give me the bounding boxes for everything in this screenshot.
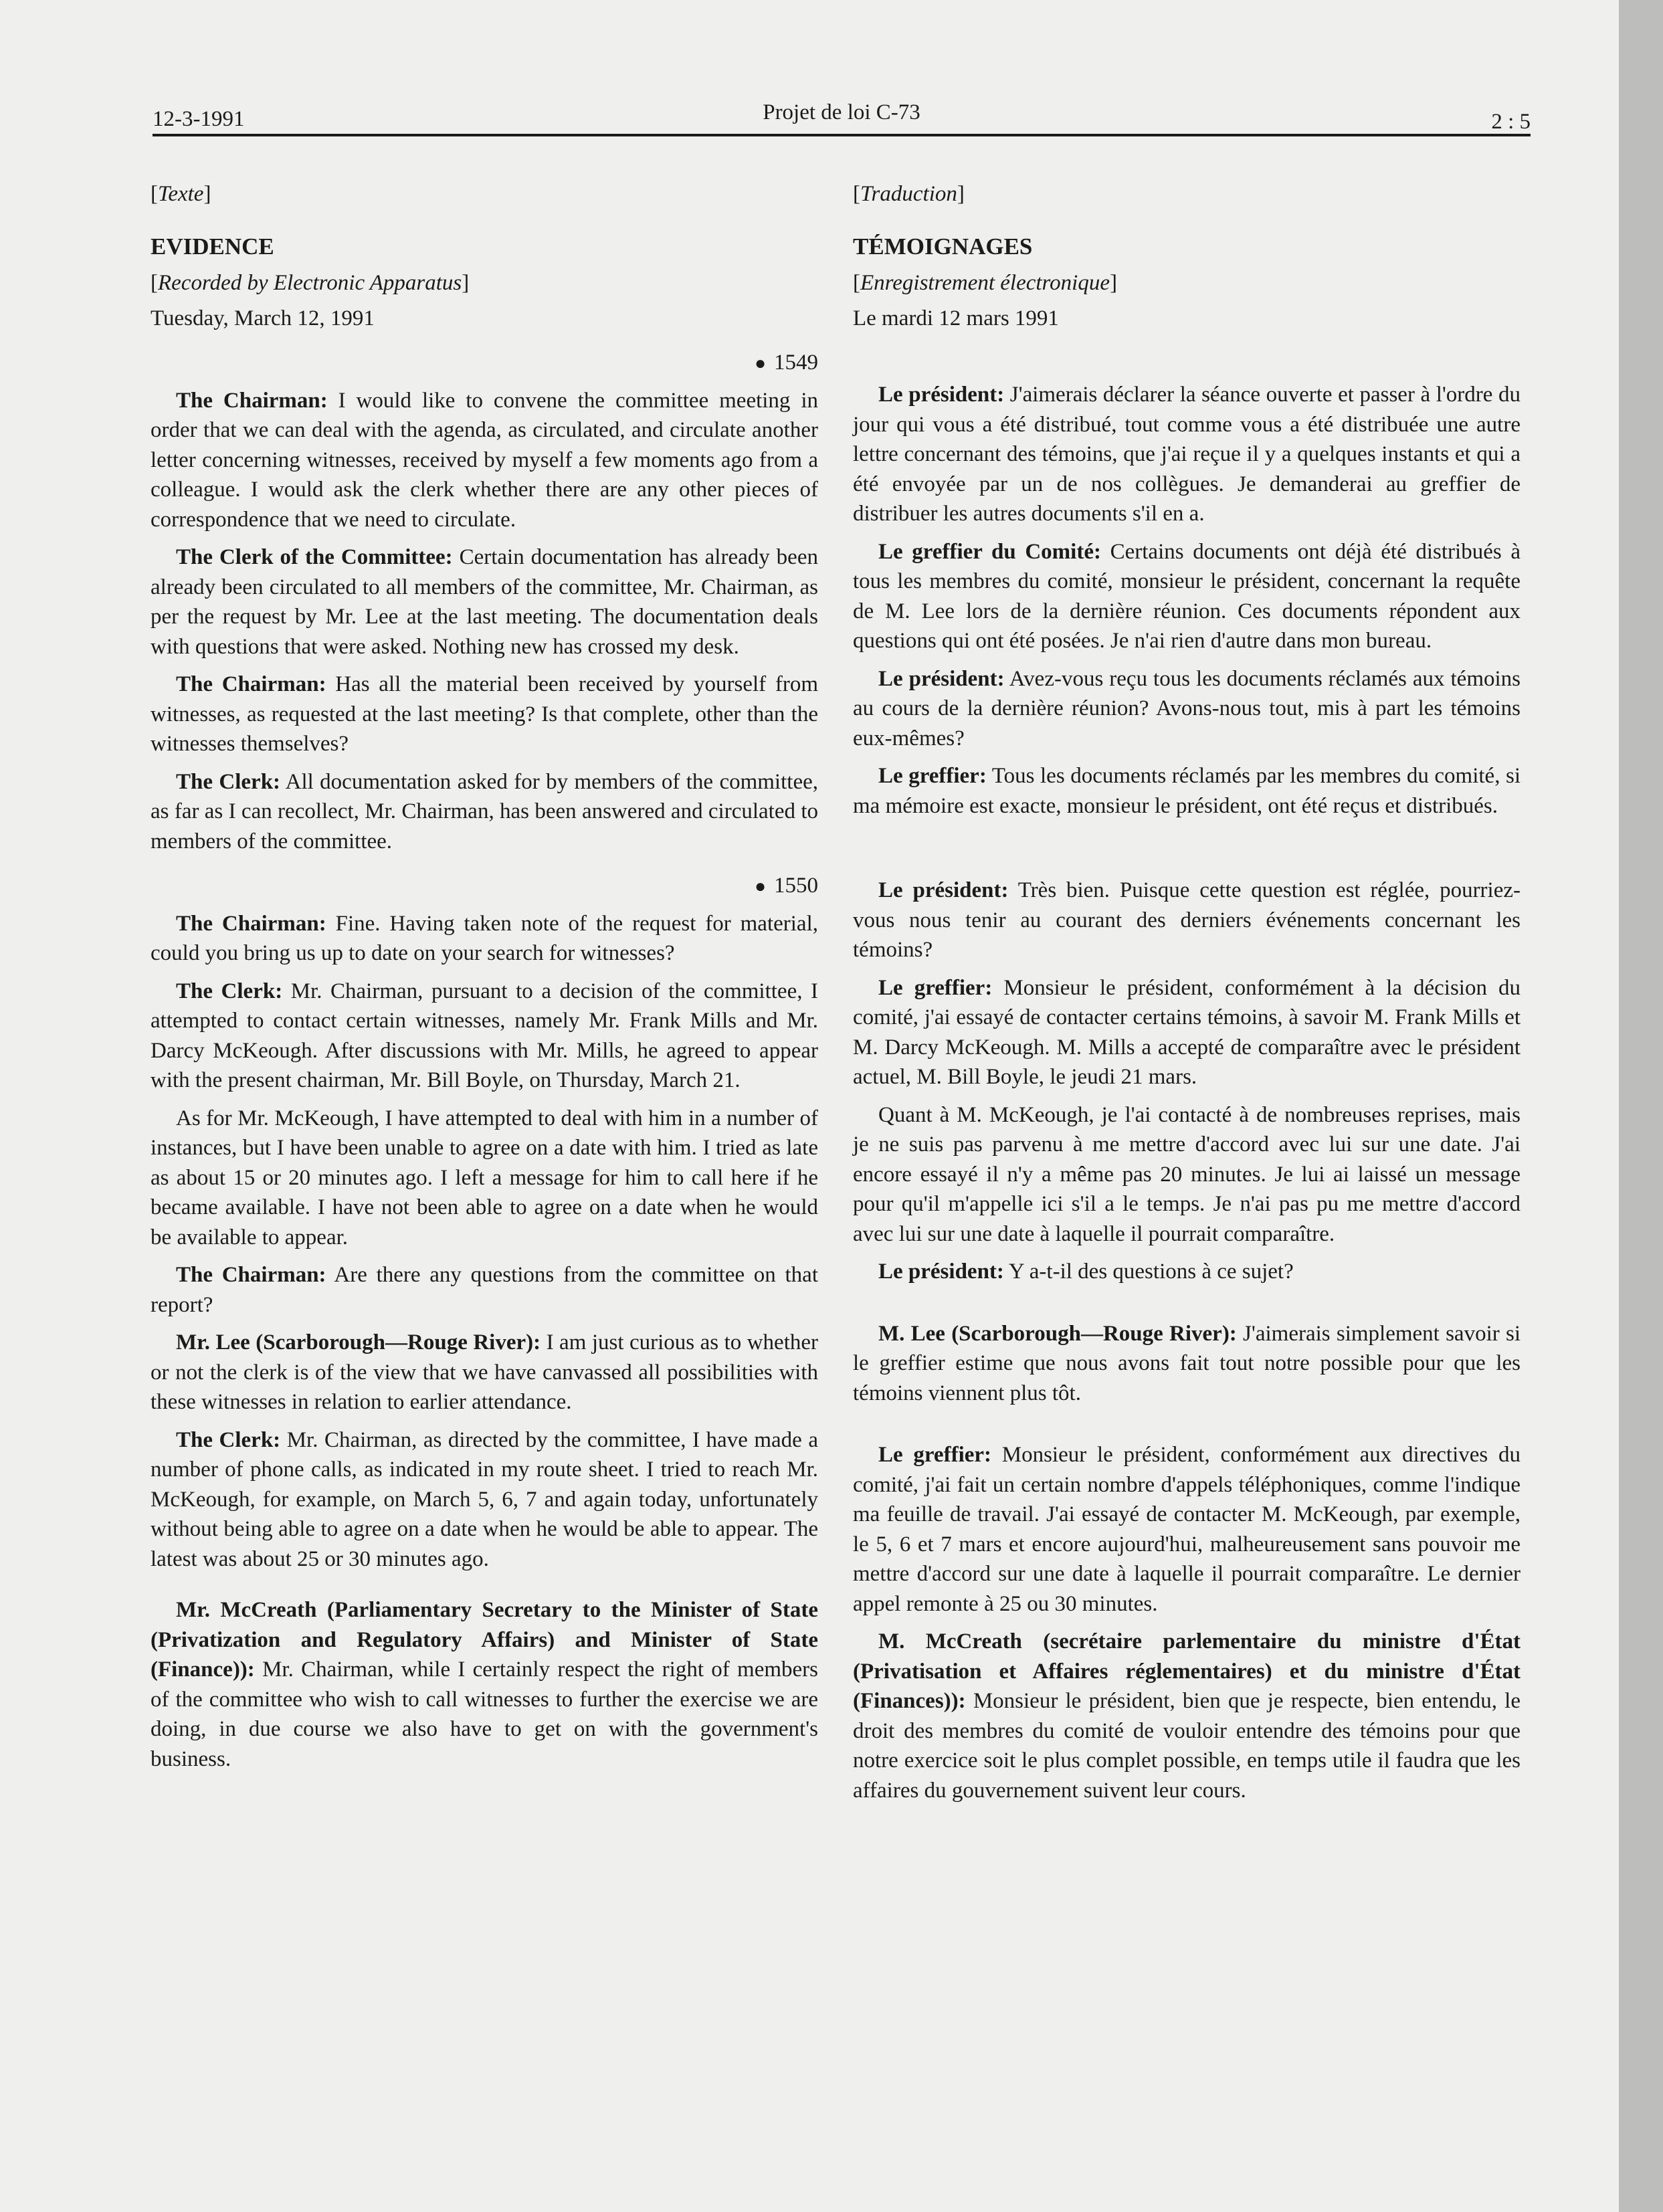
page-edge	[1619, 0, 1663, 2212]
speech-paragraph: The Clerk of the Committee: Certain documentation has already been already been circulated to all members of the committee, Mr. Chairman, as per the request by Mr. Lee at the last meeting. The documentation deals with questions that were asked. Nothing new has crossed my desk.	[151, 545, 818, 659]
header-rule	[153, 134, 1531, 136]
header-page-number: 2 : 5	[1491, 110, 1531, 134]
speech-paragraph: The Clerk: Mr. Chairman, pursuant to a decision of the committee, I attempted to contact certain witnesses, namely Mr. Frank Mills and Mr. Darcy McKeough. After discussions with Mr. Mills, he agreed to appear with the present chairman, Mr. Bill Boyle, on Thursday, March 21.	[151, 979, 818, 1092]
french-recorded: [Enregistrement électronique]	[853, 271, 1117, 295]
speech-paragraph: Le greffier: Monsieur le président, conformément aux directives du comité, j'ai fait un certain nombre d'appels téléphoniques, comme l'indique ma feuille de travail. J'ai essayé de contacter M. McKeough, par exemple, le 5, 6 et 7 mars et encore aujourd'hui, malheureusement sans pouvoir me mettre d'accord sur une date à laquelle il pourrait comparaître. Le dernier appel remonte à 25 ou 30 minutes.	[853, 1443, 1521, 1616]
speech-paragraph: The Chairman: Has all the material been received by yourself from witnesses, as requested at the last meeting? Is that complete, other than the witnesses themselves?	[151, 672, 819, 756]
speech-paragraph: Quant à M. McKeough, je l'ai contacté à de nombreuses reprises, mais je ne suis pas parvenu à me mettre d'accord avec lui sur une date. J'ai encore essayé il n'y a même pas 20 minutes. Je lui ai laissé un message pour qu'il m'appelle ici s'il a le temps. Je n'ai pas pu me mettre d'accord avec lui sur une date à laquelle il pourrait comparaître.	[853, 1102, 1521, 1246]
speech-paragraph: The Chairman: Fine. Having taken note of the request for material, could you bring us up to date on your search for witnesses?	[151, 911, 818, 965]
english-column	[151, 179, 818, 1782]
english-heading: EVIDENCE	[151, 233, 274, 260]
speech-paragraph: Le greffier: Monsieur le président, conformément à la décision du comité, j'ai essayé de contacter certains témoins, à savoir M. Frank Mills et M. Darcy McKeough. M. Mills a accepté de comparaître avec le président actuel, M. Bill Boyle, le jeudi 21 mars.	[853, 975, 1521, 1089]
english-date: Tuesday, March 12, 1991	[151, 306, 375, 330]
speech-paragraph: Le président: J'aimerais déclarer la séance ouverte et passer à l'ordre du jour qui vous a été distribué, tout comme vous a été distribuée une autre lettre concernant des témoins, que j'ai reçue il y a quelques instants et qui a été envoyée par un de nos collègues. Je demanderai au greffier de distribuer les autres documents s'il en a.	[853, 383, 1521, 526]
header-title: Projet de loi C-73	[763, 100, 920, 124]
speech-paragraph: The Clerk: All documentation asked for by members of the committee, as far as I can recollect, Mr. Chairman, has been answered and circulated to members of the committee.	[151, 769, 818, 853]
time-marker: ● 1549	[755, 350, 818, 375]
time-marker: ● 1550	[755, 874, 818, 898]
page-header	[153, 99, 1531, 136]
speech-paragraph: The Clerk: Mr. Chairman, as directed by the committee, I have made a number of phone calls, as indicated in my route sheet. I tried to reach Mr. McKeough, for example, on March 5, 6, 7 and again today, unfortunately without being able to agree on a date when he would be able to appear. The latest was about 25 or 30 minutes ago.	[151, 1427, 818, 1571]
speech-paragraph: Mr. McCreath (Parliamentary Secretary to the Minister of State (Privatization and Regulatory Affairs) and Minister of State (Finance)): Mr. Chairman, while I certainly respect the right of members of the committee who wish to call witnesses to further the exercise we are doing, in due course we also have to get on with the government's business.	[151, 1598, 818, 1771]
speech-paragraph: The Chairman: I would like to convene the committee meeting in order that we can deal with the agenda, as circulated, and circulate another letter concerning witnesses, received by myself a few moments ago from a colleague. I would ask the clerk whether there are any other pieces of correspondence that we need to circulate.	[151, 388, 818, 532]
speech-paragraph: As for Mr. McKeough, I have attempted to deal with him in a number of instances, but I have been unable to agree on a date with him. I tried as late as about 15 or 20 minutes ago. I left a message for him to call here if he became available. I have not been able to agree on a date when he would be available to appear.	[151, 1106, 818, 1249]
speech-paragraph: Le président: Y a-t-il des questions à ce sujet?	[878, 1260, 1294, 1284]
speech-paragraph: Le greffier: Tous les documents réclamés par les membres du comité, si ma mémoire est exacte, monsieur le président, ont été reçus et distribués.	[853, 764, 1521, 818]
french-column	[853, 179, 1521, 1813]
speech-paragraph: Le président: Avez-vous reçu tous les documents réclamés aux témoins au cours de la dernière réunion? Avons-nous tout, mis à part les témoins eux-mêmes?	[853, 666, 1521, 750]
french-date: Le mardi 12 mars 1991	[853, 306, 1059, 330]
header-date: 12-3-1991	[153, 107, 245, 131]
speech-paragraph: Mr. Lee (Scarborough—Rouge River): I am just curious as to whether or not the clerk is of the view that we have canvassed all possibilities with these witnesses in relation to earlier attendance.	[151, 1330, 819, 1414]
speech-paragraph: Le greffier du Comité: Certains documents ont déjà été distribués à tous les membres du comité, monsieur le président, concernant la requête de M. Lee lors de la dernière réunion. Ces documents répondent aux questions qui ont été posées. Je n'ai rien d'autre dans mon bureau.	[853, 539, 1521, 653]
english-recorded: [Recorded by Electronic Apparatus]	[151, 271, 470, 295]
speech-paragraph: M. McCreath (secrétaire parlementaire du ministre d'État (Privatisation et Affaires réglementaires) et du ministre d'État (Finances)): Monsieur le président, bien que je respecte, bien entendu, le droit des membres du comité de vouloir entendre des témoins pour que notre exercice soit le plus complet possible, en temps utile il faudra que les affaires du gouvernement suivent leur cours.	[853, 1629, 1521, 1803]
english-label: [Texte]	[151, 182, 211, 206]
speech-paragraph: Le président: Très bien. Puisque cette question est réglée, pourriez-vous nous tenir au courant des derniers événements concernant les témoins?	[853, 878, 1521, 962]
speech-paragraph: The Chairman: Are there any questions from the committee on that report?	[151, 1263, 818, 1317]
french-label: [Traduction]	[853, 182, 965, 206]
speech-paragraph: M. Lee (Scarborough—Rouge River): J'aimerais simplement savoir si le greffier estime que nous avons fait tout notre possible pour que les témoins viennent plus tôt.	[853, 1321, 1521, 1405]
french-heading: TÉMOIGNAGES	[853, 233, 1033, 260]
